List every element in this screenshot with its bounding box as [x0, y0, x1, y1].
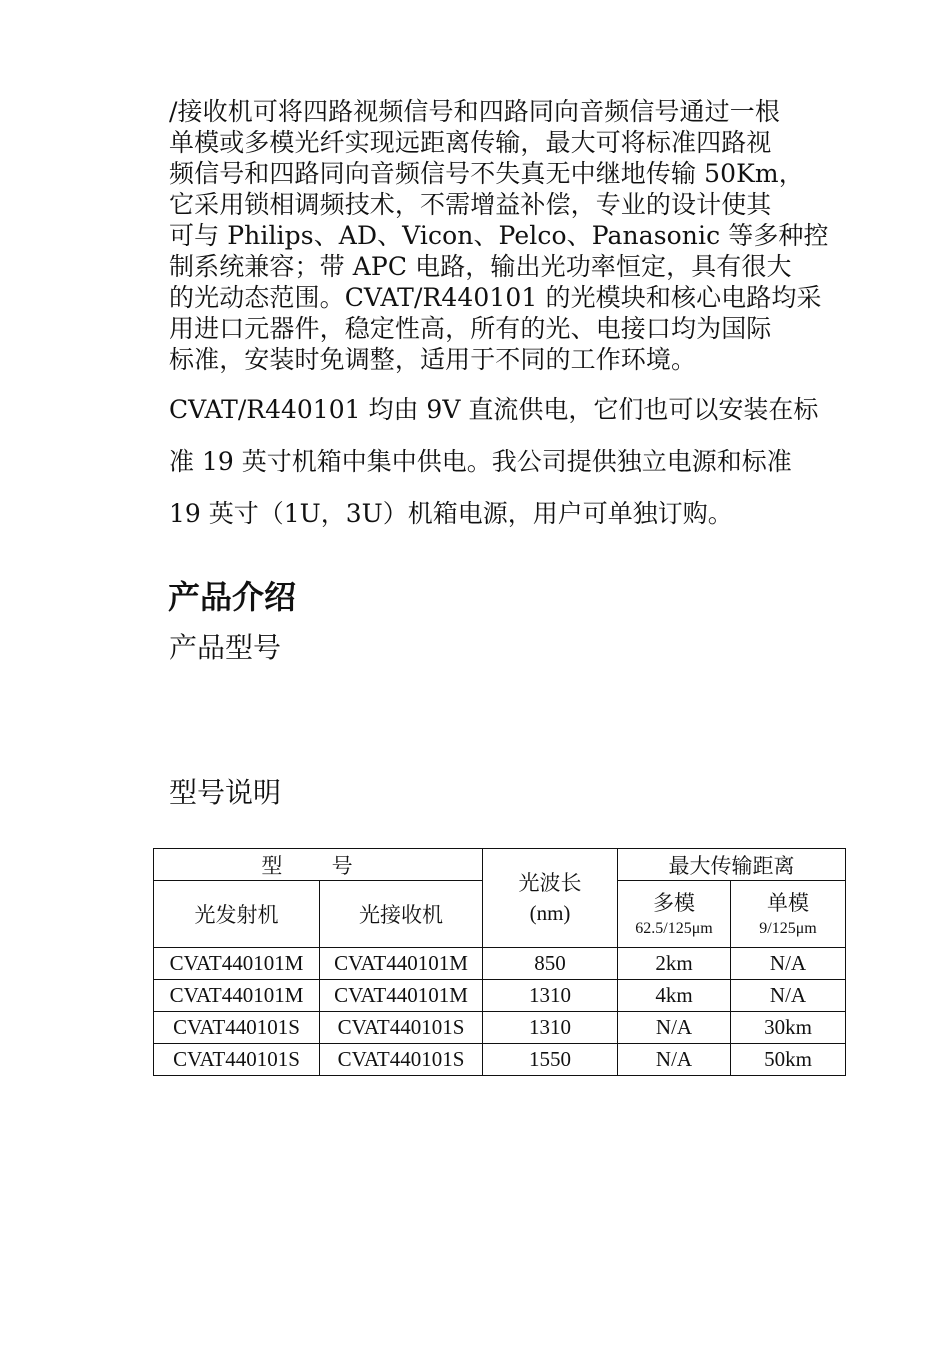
transmitter-cell: CVAT440101S: [154, 1012, 320, 1044]
model-heading: 产品型号: [169, 631, 282, 664]
singlemode-cell: 30km: [731, 1012, 846, 1044]
receiver-cell: CVAT440101S: [320, 1044, 483, 1076]
receiver-cell: CVAT440101M: [320, 948, 483, 980]
power-supply-paragraph: CVAT/R440101 均由 9V 直流供电，它们也可以安装在标 准 19 英寸机箱中集中供电。我公司提供独立电源和标准 19 英寸（1U，3U）机箱电源，用户可单独订购。: [169, 395, 819, 528]
multimode-label: 多模: [653, 891, 695, 915]
wavelength-cell: 1550: [483, 1044, 618, 1076]
receiver-header: 光接收机: [320, 881, 483, 948]
singlemode-header: [731, 881, 846, 948]
receiver-cell: CVAT440101S: [320, 1012, 483, 1044]
max-distance-header: 最大传输距离: [618, 849, 846, 881]
multimode-cell: 4km: [618, 980, 731, 1012]
wavelength-unit: (nm): [529, 901, 571, 925]
multimode-header: [618, 881, 731, 948]
singlemode-label: 单模: [767, 891, 809, 915]
description-heading: 型号说明: [169, 776, 282, 809]
wavelength-cell: 1310: [483, 980, 618, 1012]
multimode-cell: 2km: [618, 948, 731, 980]
table-row: [154, 980, 846, 1012]
singlemode-cell: N/A: [731, 980, 846, 1012]
table-row: [154, 948, 846, 980]
singlemode-cell: 50km: [731, 1044, 846, 1076]
singlemode-cell: N/A: [731, 948, 846, 980]
transmitter-cell: CVAT440101M: [154, 980, 320, 1012]
wavelength-cell: 1310: [483, 1012, 618, 1044]
intro-paragraph: /接收机可将四路视频信号和四路同向音频信号通过一根 单模或多模光纤实现远距离传输，最大可将标准四路视 频信号和四路同向音频信号不失真无中继地传输 50Km， 它采用锁相调频技术，不需增益补偿，专业的设计使其 可与 Philips、AD、Vicon、Pelco、Panasonic 等多种控 制系统兼容；带 APC 电路，输出光功率恒定，具有很大 的光动态范围。CVAT/R440101 的光模块和核心电路均采 用进口元器件，稳定性高，所有的光、电接口均为国际 标准，安装时免调整，适用于不同的工作环境。: [169, 97, 829, 374]
multimode-spec: 62.5/125μm: [635, 920, 713, 937]
multimode-cell: N/A: [618, 1044, 731, 1076]
table-row: [154, 1012, 846, 1044]
table-header-row: [154, 849, 846, 881]
transmitter-header: 光发射机: [154, 881, 320, 948]
transmitter-cell: CVAT440101M: [154, 948, 320, 980]
receiver-cell: CVAT440101M: [320, 980, 483, 1012]
table-row: [154, 1044, 846, 1076]
model-header: 型 号: [154, 849, 483, 881]
section-title: 产品介绍: [168, 578, 297, 616]
wavelength-cell: 850: [483, 948, 618, 980]
wavelength-header: [483, 849, 618, 948]
singlemode-spec: 9/125μm: [759, 920, 817, 937]
transmitter-cell: CVAT440101S: [154, 1044, 320, 1076]
multimode-cell: N/A: [618, 1012, 731, 1044]
model-spec-table: [153, 848, 846, 1076]
wavelength-label: 光波长: [518, 871, 582, 895]
